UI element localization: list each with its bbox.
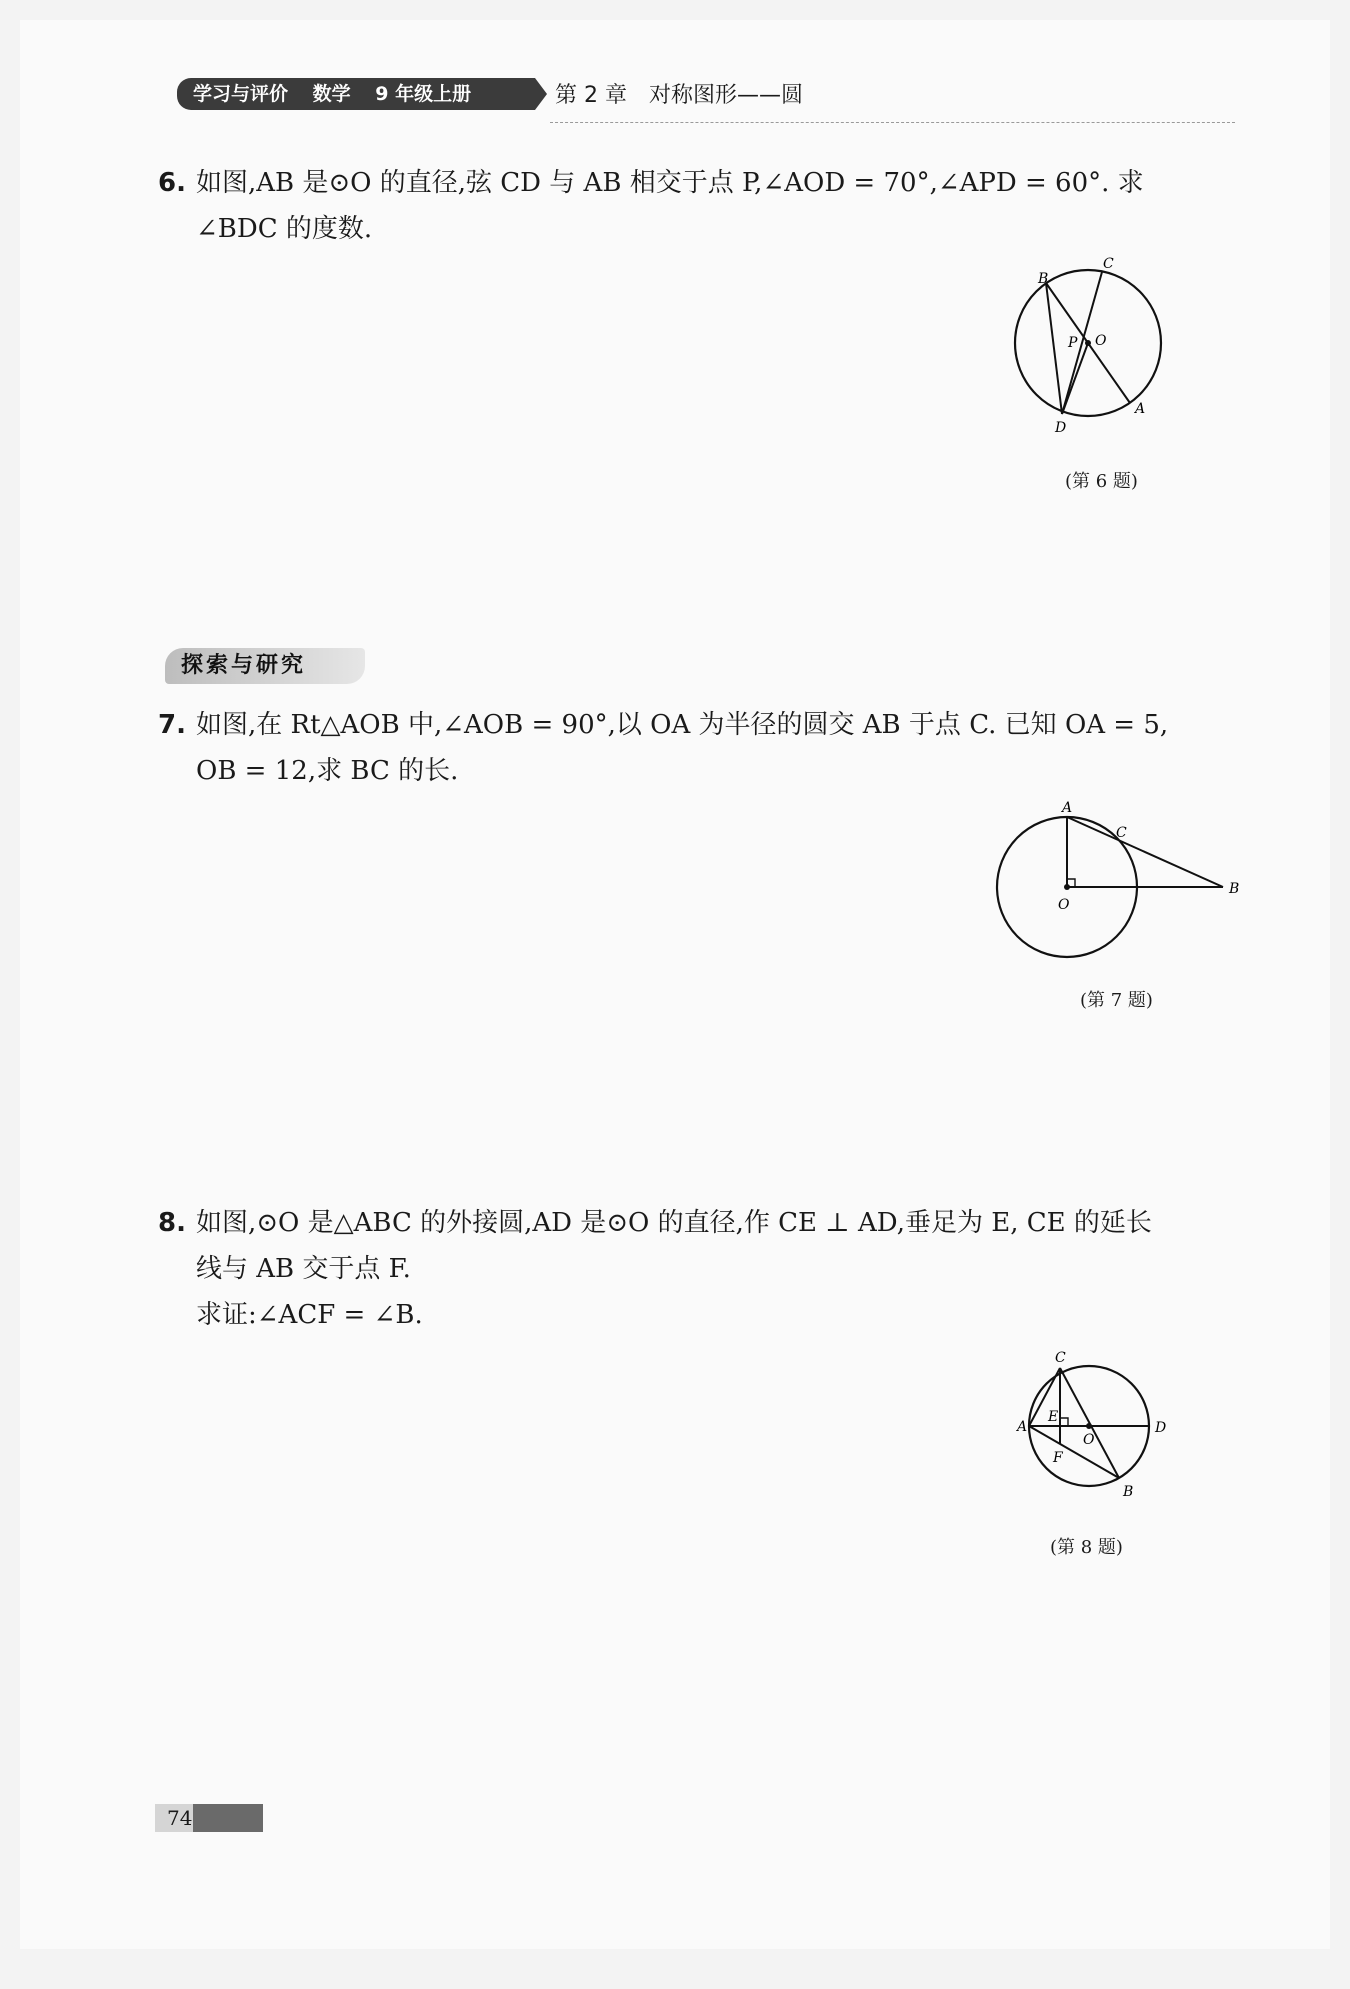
problem-6-line-2: ∠BDC 的度数. — [196, 214, 373, 244]
problem-8-line-1 — [158, 1200, 1152, 1246]
section-badge: 探索与研究 — [165, 648, 365, 684]
label-E: E — [1048, 1409, 1059, 1425]
problem-6 — [158, 160, 1144, 252]
problem-number: 8. — [158, 1208, 186, 1238]
label-O: O — [1083, 1432, 1095, 1448]
page-number-tab — [155, 1804, 263, 1832]
figure-8-circle-diagram — [995, 1340, 1195, 1510]
label-A: A — [1135, 401, 1146, 417]
figure-6-circle-diagram — [1010, 250, 1210, 450]
label-C: C — [1116, 825, 1127, 841]
problem-8-line-3: 求证:∠ACF = ∠B. — [196, 1300, 423, 1330]
chapter-title: 第 2 章 对称图形——圆 — [555, 83, 803, 108]
problem-text: 如图,⊙O 是△ABC 的外接圆,AD 是⊙O 的直径,作 CE ⊥ AD,垂足为 E, CE 的延长 — [195, 1208, 1152, 1238]
problem-7-line-1 — [158, 702, 1168, 748]
problem-number: 7. — [158, 710, 186, 740]
label-B: B — [1038, 271, 1049, 287]
problem-8-line-2: 线与 AB 交于点 F. — [196, 1254, 411, 1284]
problem-6-line-1 — [158, 160, 1144, 206]
page-number: 74 — [167, 1806, 193, 1830]
label-P: P — [1068, 335, 1078, 351]
label-A: A — [1017, 1419, 1028, 1435]
label-D: D — [1055, 420, 1067, 436]
label-B: B — [1229, 881, 1240, 897]
caption-8: (第 8 题) — [1050, 1537, 1123, 1558]
problem-8 — [158, 1200, 1152, 1338]
label-O: O — [1095, 333, 1107, 349]
label-A: A — [1062, 800, 1073, 816]
label-F: F — [1053, 1450, 1063, 1466]
textbook-page — [20, 20, 1330, 1949]
label-D: D — [1155, 1420, 1167, 1436]
caption-7: (第 7 题) — [1080, 990, 1153, 1011]
figure-7-circle-diagram — [995, 795, 1255, 975]
label-C: C — [1055, 1350, 1066, 1366]
label-B: B — [1123, 1484, 1134, 1500]
problem-text: 如图,在 Rt△AOB 中,∠AOB = 90°,以 OA 为半径的圆交 AB 于点 C. 已知 OA = 5, — [195, 710, 1169, 740]
book-title-bar — [177, 78, 535, 110]
header-arrow-shape — [535, 78, 547, 110]
header-dotted-rule — [550, 122, 1235, 123]
problem-7 — [158, 702, 1168, 794]
problem-number: 6. — [158, 168, 186, 198]
label-O: O — [1058, 897, 1070, 913]
label-C: C — [1103, 256, 1114, 272]
book-grade: 9 年级上册 — [375, 83, 472, 105]
problem-7-line-2: OB = 12,求 BC 的长. — [196, 756, 459, 786]
book-series: 学习与评价 — [193, 83, 289, 105]
caption-6: (第 6 题) — [1065, 471, 1138, 492]
problem-text: 如图,AB 是⊙O 的直径,弦 CD 与 AB 相交于点 P,∠AOD = 70°,∠APD = 60°. 求 — [195, 168, 1144, 198]
book-subject: 数学 — [312, 83, 351, 105]
